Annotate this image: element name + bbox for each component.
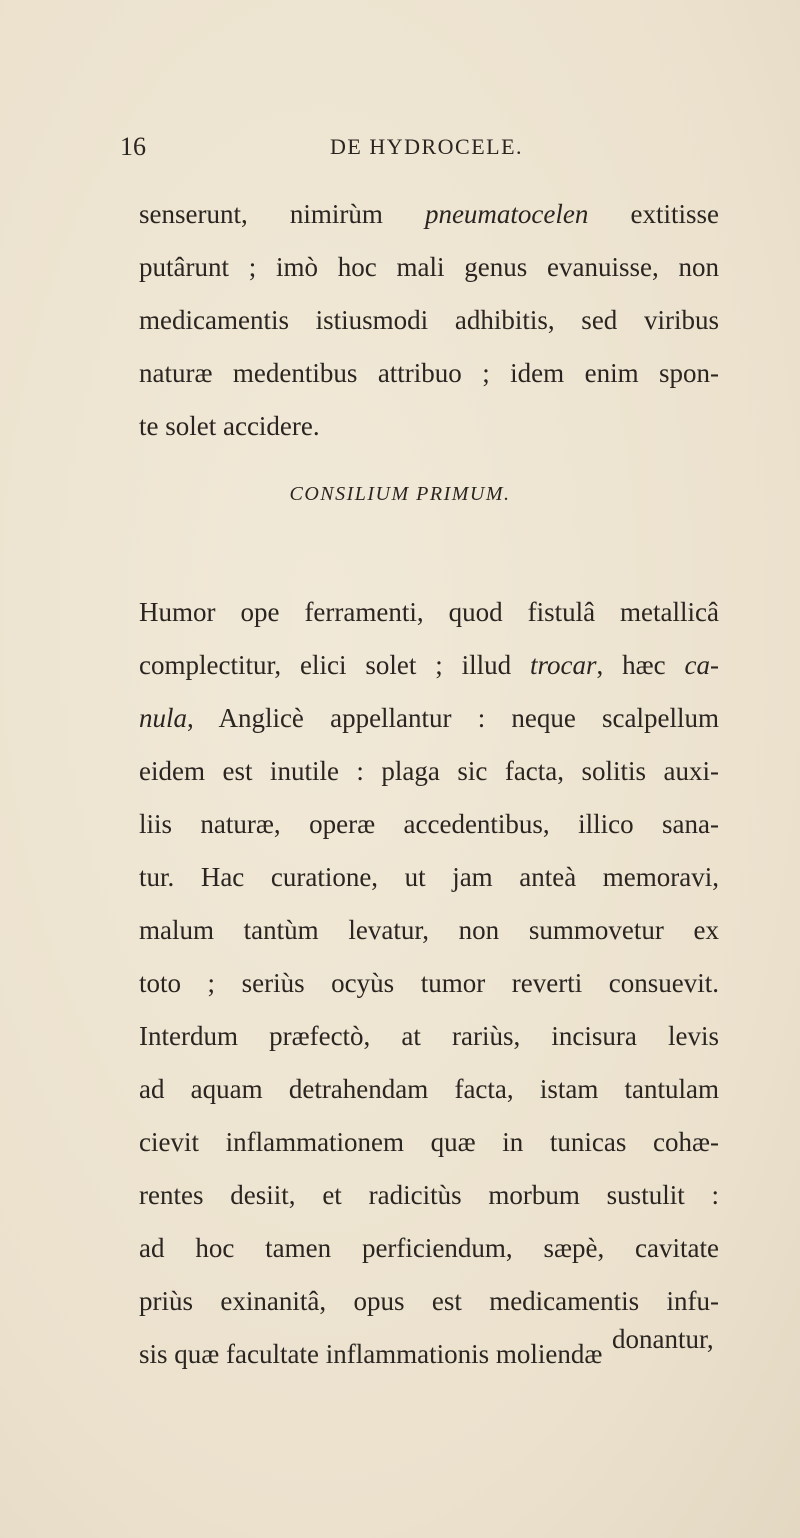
section-heading: CONSILIUM PRIMUM. [289, 483, 511, 505]
text-run: , Anglicè appellantur : neque scalpellum [187, 703, 719, 733]
text-run: medicamentis istiusmodi adhibitis, sed viribus [139, 305, 719, 335]
text-line [139, 798, 719, 851]
text-run: naturæ medentibus attribuo ; idem enim spon- [139, 358, 719, 388]
paragraph-1 [139, 188, 719, 453]
text-line [139, 1169, 719, 1222]
text-run: cievit inflammationem quæ in tunicas cohæ- [139, 1127, 719, 1157]
text-line [139, 1010, 719, 1063]
italic-run: ca- [684, 650, 719, 680]
text-run: senserunt, nimirùm [139, 199, 425, 229]
page-number: 16 [120, 132, 146, 161]
text-line [139, 745, 719, 798]
text-line [139, 347, 719, 400]
text-run: te solet accidere. [139, 411, 320, 441]
text-line [139, 1275, 719, 1328]
catchword: donantur, [612, 1324, 714, 1354]
text-run: ad aquam detrahendam facta, istam tantulam [139, 1074, 719, 1104]
text-run: toto ; seriùs ocyùs tumor reverti consuevit. [139, 968, 719, 998]
text-line [139, 851, 719, 904]
paragraph-2 [139, 586, 719, 1381]
text-line [139, 241, 719, 294]
text-line [139, 957, 719, 1010]
text-run: extitisse [588, 199, 719, 229]
text-run: complectitur, elici solet ; illud [139, 650, 530, 680]
text-run: sis quæ facultate inflammationis moliendæ [139, 1339, 603, 1369]
text-run: , hæc [596, 650, 685, 680]
text-line [139, 1063, 719, 1116]
text-line [139, 586, 719, 639]
text-run: ad hoc tamen perficiendum, sæpè, cavitate [139, 1233, 719, 1263]
text-line [139, 904, 719, 957]
text-run: liis naturæ, operæ accedentibus, illico sana- [139, 809, 719, 839]
text-line [139, 692, 719, 745]
text-run: putârunt ; imò hoc mali genus evanuisse, non [139, 252, 719, 282]
text-run: Humor ope ferramenti, quod fistulâ metallicâ [139, 597, 719, 627]
italic-run: trocar [530, 650, 597, 680]
text-run: tur. Hac curatione, ut jam anteà memoravi, [139, 862, 719, 892]
text-line [139, 294, 719, 347]
text-run: eidem est inutile : plaga sic facta, solitis auxi- [139, 756, 719, 786]
text-line [139, 400, 719, 453]
text-run: priùs exinanitâ, opus est medicamentis infu- [139, 1286, 719, 1316]
text-run: malum tantùm levatur, non summovetur ex [139, 915, 719, 945]
text-line [139, 639, 719, 692]
page-header [120, 132, 720, 172]
text-line [139, 188, 719, 241]
running-title: DE HYDROCELE. [330, 134, 524, 159]
italic-run: nula [139, 703, 188, 733]
italic-run: pneumatocelen [424, 199, 589, 229]
text-run: rentes desiit, et radicitùs morbum sustulit : [139, 1180, 719, 1210]
text-line [139, 1116, 719, 1169]
text-line [139, 1222, 719, 1275]
text-run: Interdum præfectò, at rariùs, incisura levis [139, 1021, 719, 1051]
